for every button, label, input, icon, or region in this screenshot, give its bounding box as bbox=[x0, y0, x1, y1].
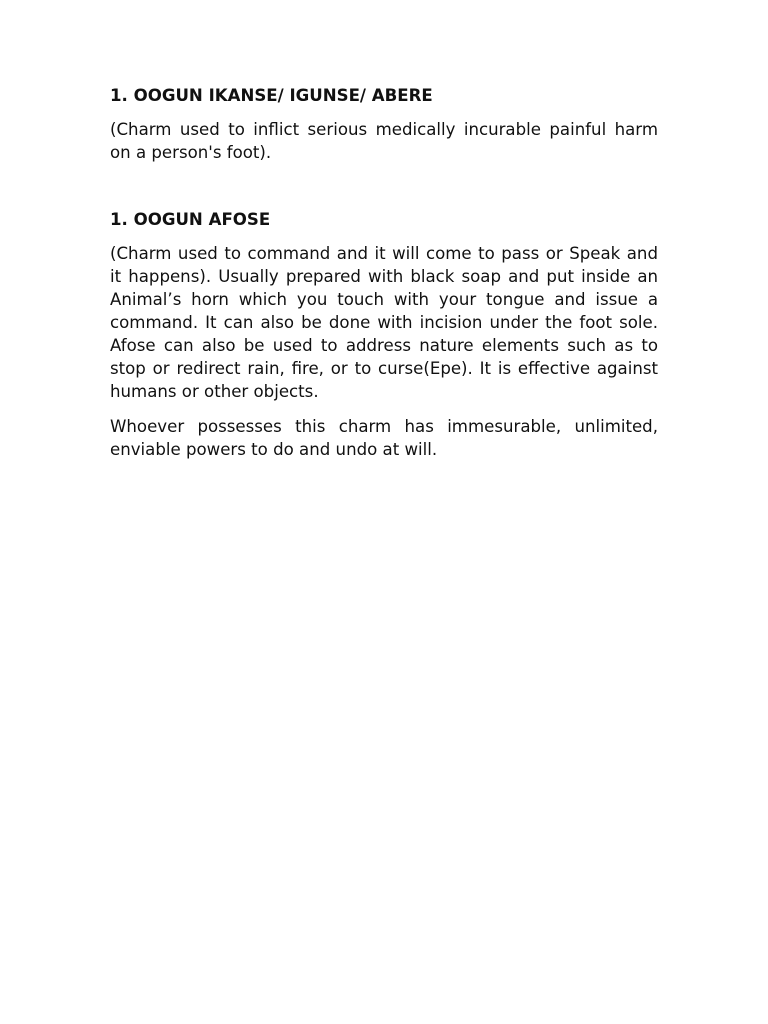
section-paragraph: (Charm used to inflict serious medically incurable painful harm on a person's foot). bbox=[110, 120, 658, 162]
section-paragraph: (Charm used to command and it will come to pass or Speak and it happens). Usually prepared with black soap and put inside an Animal’s horn which you touch with your tongue and issue a command. It can also be done with incision under the foot sole. Afose can also be used to address nature elements such as to stop or redirect rain, fire, or to curse(Epe). It is effective against humans or other objects. bbox=[110, 244, 658, 401]
section-heading: 1. OOGUN AFOSE bbox=[110, 210, 271, 229]
section-paragraph: Whoever possesses this charm has immesurable, unlimited, enviable powers to do and undo at will. bbox=[110, 417, 658, 459]
section-oogun-ikanse bbox=[110, 84, 658, 164]
document-page bbox=[110, 84, 658, 473]
section-oogun-afose bbox=[110, 208, 658, 461]
section-heading: 1. OOGUN IKANSE/ IGUNSE/ ABERE bbox=[110, 86, 433, 105]
